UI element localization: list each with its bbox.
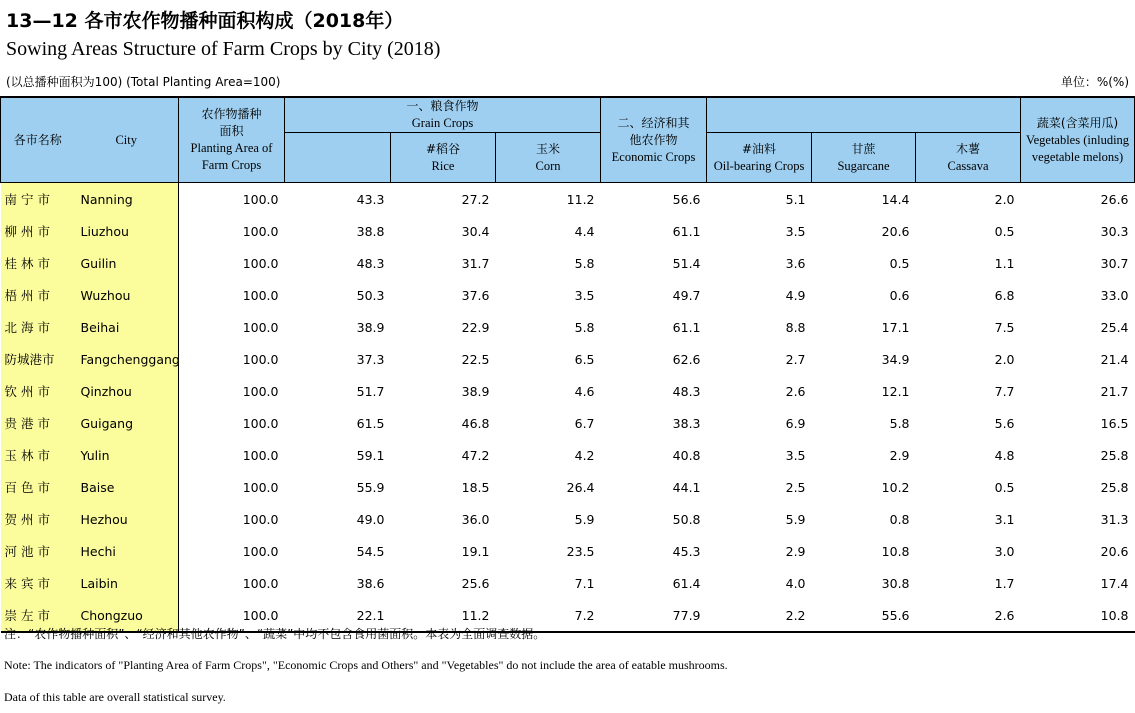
value-cell: 4.4 — [574, 223, 595, 239]
value-cell: 100.0 — [242, 191, 279, 207]
value-cell: 4.0 — [785, 575, 806, 591]
value-cell: 61.1 — [672, 319, 701, 335]
value-cell: 26.4 — [566, 479, 595, 495]
value-cell: 25.8 — [1100, 447, 1129, 463]
city-name-cn: 北 海 市 — [1, 311, 75, 343]
value-cell: 4.2 — [574, 447, 595, 463]
value-cell: 55.6 — [881, 607, 910, 623]
city-name-en: Guigang — [75, 407, 179, 439]
value-cell: 38.3 — [672, 415, 701, 431]
value-cell: 16.5 — [1100, 415, 1129, 431]
value-cell: 100.0 — [242, 447, 279, 463]
value-cell: 22.9 — [461, 319, 490, 335]
table-row — [1, 311, 1135, 343]
value-cell: 1.1 — [994, 255, 1015, 271]
value-cell: 43.3 — [356, 191, 385, 207]
value-cell: 6.9 — [785, 415, 806, 431]
header-city: City — [75, 97, 179, 183]
value-cell: 62.6 — [672, 351, 701, 367]
value-cell: 25.4 — [1100, 319, 1129, 335]
value-cell: 100.0 — [242, 511, 279, 527]
value-cell: 50.3 — [356, 287, 385, 303]
value-cell: 2.2 — [785, 607, 806, 623]
value-cell: 21.4 — [1100, 351, 1129, 367]
value-cell: 10.8 — [1100, 607, 1129, 623]
value-cell: 100.0 — [242, 351, 279, 367]
header-vegetables: 蔬菜(含菜用瓜) Vegetables (inluding vegetable melons) — [1021, 97, 1135, 183]
value-cell: 77.9 — [672, 607, 701, 623]
value-cell: 5.8 — [574, 319, 595, 335]
city-name-cn: 桂 林 市 — [1, 247, 75, 279]
note-survey: Data of this table are overall statistical survey. — [4, 690, 226, 704]
city-name-cn: 钦 州 市 — [1, 375, 75, 407]
value-cell: 37.3 — [356, 351, 385, 367]
value-cell: 19.1 — [461, 543, 490, 559]
city-name-en: Wuzhou — [75, 279, 179, 311]
value-cell: 2.9 — [785, 543, 806, 559]
value-cell: 2.5 — [785, 479, 806, 495]
value-cell: 0.6 — [889, 287, 910, 303]
value-cell: 2.6 — [994, 607, 1015, 623]
table-row — [1, 247, 1135, 279]
value-cell: 8.8 — [785, 319, 806, 335]
value-cell: 100.0 — [242, 415, 279, 431]
value-cell: 21.7 — [1100, 383, 1129, 399]
value-cell: 100.0 — [242, 479, 279, 495]
value-cell: 51.7 — [356, 383, 385, 399]
value-cell: 37.6 — [461, 287, 490, 303]
city-name-en: Baise — [75, 471, 179, 503]
value-cell: 100.0 — [242, 287, 279, 303]
value-cell: 18.5 — [461, 479, 490, 495]
city-name-en: Hezhou — [75, 503, 179, 535]
header-grain-crops: 一、粮食作物 Grain Crops — [285, 97, 601, 133]
city-name-cn: 崇 左 市 — [1, 599, 75, 632]
table-row — [1, 183, 1135, 216]
header-name-cn: 各市名称 — [1, 97, 75, 183]
value-cell: 45.3 — [672, 543, 701, 559]
value-cell: 0.5 — [994, 223, 1015, 239]
value-cell: 25.8 — [1100, 479, 1129, 495]
header-cassava: 木薯 Cassava — [916, 133, 1021, 183]
value-cell: 17.1 — [881, 319, 910, 335]
value-cell: 100.0 — [242, 383, 279, 399]
city-name-cn: 梧 州 市 — [1, 279, 75, 311]
value-cell: 6.5 — [574, 351, 595, 367]
value-cell: 30.4 — [461, 223, 490, 239]
value-cell: 31.7 — [461, 255, 490, 271]
value-cell: 46.8 — [461, 415, 490, 431]
value-cell: 30.8 — [881, 575, 910, 591]
value-cell: 6.7 — [574, 415, 595, 431]
value-cell: 30.3 — [1100, 223, 1129, 239]
city-name-en: Nanning — [75, 183, 179, 216]
city-name-cn: 百 色 市 — [1, 471, 75, 503]
value-cell: 5.1 — [785, 191, 806, 207]
header-economic-crops: 二、经济和其他农作物 Economic Crops — [601, 97, 707, 183]
value-cell: 10.2 — [881, 479, 910, 495]
value-cell: 4.6 — [574, 383, 595, 399]
value-cell: 3.5 — [574, 287, 595, 303]
value-cell: 17.4 — [1100, 575, 1129, 591]
value-cell: 12.1 — [881, 383, 910, 399]
value-cell: 0.5 — [994, 479, 1015, 495]
value-cell: 5.9 — [785, 511, 806, 527]
city-name-cn: 来 宾 市 — [1, 567, 75, 599]
city-name-cn: 防城港市 — [1, 343, 75, 375]
city-name-en: Liuzhou — [75, 215, 179, 247]
value-cell: 26.6 — [1100, 191, 1129, 207]
header-sugarcane: 甘蔗 Sugarcane — [812, 133, 916, 183]
header-planting-area: 农作物播种面积 Planting Area of Farm Crops — [179, 97, 285, 183]
value-cell: 100.0 — [242, 543, 279, 559]
value-cell: 100.0 — [242, 223, 279, 239]
city-name-cn: 贵 港 市 — [1, 407, 75, 439]
header-grain-sub — [285, 133, 391, 183]
table-row — [1, 471, 1135, 503]
city-name-en: Qinzhou — [75, 375, 179, 407]
city-name-en: Guilin — [75, 247, 179, 279]
city-name-cn: 玉 林 市 — [1, 439, 75, 471]
value-cell: 3.5 — [785, 447, 806, 463]
value-cell: 40.8 — [672, 447, 701, 463]
header-corn: 玉米 Corn — [496, 133, 601, 183]
city-name-en: Chongzuo — [75, 599, 179, 632]
note-en: Note: The indicators of "Planting Area of Farm Crops", "Economic Crops and Others" and "Vegetables" do not include the area of eatable mushrooms. — [4, 658, 728, 672]
value-cell: 33.0 — [1100, 287, 1129, 303]
value-cell: 6.8 — [994, 287, 1015, 303]
city-name-en: Hechi — [75, 535, 179, 567]
value-cell: 3.5 — [785, 223, 806, 239]
table-row — [1, 343, 1135, 375]
value-cell: 5.9 — [574, 511, 595, 527]
value-cell: 4.9 — [785, 287, 806, 303]
value-cell: 20.6 — [881, 223, 910, 239]
table-row — [1, 407, 1135, 439]
city-name-cn: 南 宁 市 — [1, 183, 75, 216]
value-cell: 47.2 — [461, 447, 490, 463]
value-cell: 48.3 — [356, 255, 385, 271]
value-cell: 3.0 — [994, 543, 1015, 559]
value-cell: 10.8 — [881, 543, 910, 559]
value-cell: 14.4 — [881, 191, 910, 207]
table-row — [1, 439, 1135, 471]
value-cell: 30.7 — [1100, 255, 1129, 271]
value-cell: 2.6 — [785, 383, 806, 399]
value-cell: 23.5 — [566, 543, 595, 559]
note-cn: 注：“农作物播种面积”、“经济和其他农作物”、“蔬菜”中均不包含食用菌面积。本表为全面调查数据。 — [4, 627, 546, 641]
value-cell: 38.6 — [356, 575, 385, 591]
value-cell: 0.5 — [889, 255, 910, 271]
value-cell: 61.5 — [356, 415, 385, 431]
city-name-en: Beihai — [75, 311, 179, 343]
table-title-en: Sowing Areas Structure of Farm Crops by City (2018) — [6, 38, 441, 60]
value-cell: 22.5 — [461, 351, 490, 367]
value-cell: 61.1 — [672, 223, 701, 239]
value-cell: 59.1 — [356, 447, 385, 463]
city-name-cn: 柳 州 市 — [1, 215, 75, 247]
value-cell: 11.2 — [566, 191, 595, 207]
value-cell: 38.9 — [356, 319, 385, 335]
value-cell: 5.8 — [889, 415, 910, 431]
value-cell: 50.8 — [672, 511, 701, 527]
city-name-cn: 贺 州 市 — [1, 503, 75, 535]
crop-structure-table — [0, 96, 1135, 633]
value-cell: 2.7 — [785, 351, 806, 367]
value-cell: 36.0 — [461, 511, 490, 527]
table-row — [1, 215, 1135, 247]
base-note: (以总播种面积为100) (Total Planting Area=100) — [6, 75, 281, 89]
value-cell: 2.0 — [994, 191, 1015, 207]
value-cell: 49.0 — [356, 511, 385, 527]
value-cell: 44.1 — [672, 479, 701, 495]
value-cell: 31.3 — [1100, 511, 1129, 527]
table-title-cn: 13—12 各市农作物播种面积构成（2018年） — [6, 10, 404, 32]
table-row — [1, 535, 1135, 567]
value-cell: 7.2 — [574, 607, 595, 623]
value-cell: 20.6 — [1100, 543, 1129, 559]
table-row — [1, 375, 1135, 407]
unit-label: 单位：%(%) — [1060, 75, 1129, 89]
value-cell: 3.6 — [785, 255, 806, 271]
value-cell: 4.8 — [994, 447, 1015, 463]
table-body — [1, 183, 1135, 633]
value-cell: 7.1 — [574, 575, 595, 591]
value-cell: 25.6 — [461, 575, 490, 591]
value-cell: 34.9 — [881, 351, 910, 367]
value-cell: 38.8 — [356, 223, 385, 239]
table-row — [1, 279, 1135, 311]
city-name-en: Fangchenggang — [75, 343, 179, 375]
city-name-en: Laibin — [75, 567, 179, 599]
value-cell: 49.7 — [672, 287, 701, 303]
value-cell: 5.8 — [574, 255, 595, 271]
value-cell: 27.2 — [461, 191, 490, 207]
header-oil-crops: #油料 Oil-bearing Crops — [707, 133, 812, 183]
value-cell: 7.7 — [994, 383, 1015, 399]
value-cell: 48.3 — [672, 383, 701, 399]
value-cell: 0.8 — [889, 511, 910, 527]
value-cell: 100.0 — [242, 607, 279, 623]
value-cell: 100.0 — [242, 319, 279, 335]
value-cell: 38.9 — [461, 383, 490, 399]
value-cell: 55.9 — [356, 479, 385, 495]
value-cell: 54.5 — [356, 543, 385, 559]
value-cell: 3.1 — [994, 511, 1015, 527]
value-cell: 5.6 — [994, 415, 1015, 431]
value-cell: 100.0 — [242, 575, 279, 591]
value-cell: 7.5 — [994, 319, 1015, 335]
value-cell: 11.2 — [461, 607, 490, 623]
table-row — [1, 503, 1135, 535]
value-cell: 2.0 — [994, 351, 1015, 367]
city-name-cn: 河 池 市 — [1, 535, 75, 567]
value-cell: 1.7 — [994, 575, 1015, 591]
value-cell: 22.1 — [356, 607, 385, 623]
table-row — [1, 567, 1135, 599]
value-cell: 2.9 — [889, 447, 910, 463]
header-rice: #稻谷 Rice — [391, 133, 496, 183]
value-cell: 56.6 — [672, 191, 701, 207]
city-name-en: Yulin — [75, 439, 179, 471]
value-cell: 61.4 — [672, 575, 701, 591]
value-cell: 51.4 — [672, 255, 701, 271]
value-cell: 100.0 — [242, 255, 279, 271]
